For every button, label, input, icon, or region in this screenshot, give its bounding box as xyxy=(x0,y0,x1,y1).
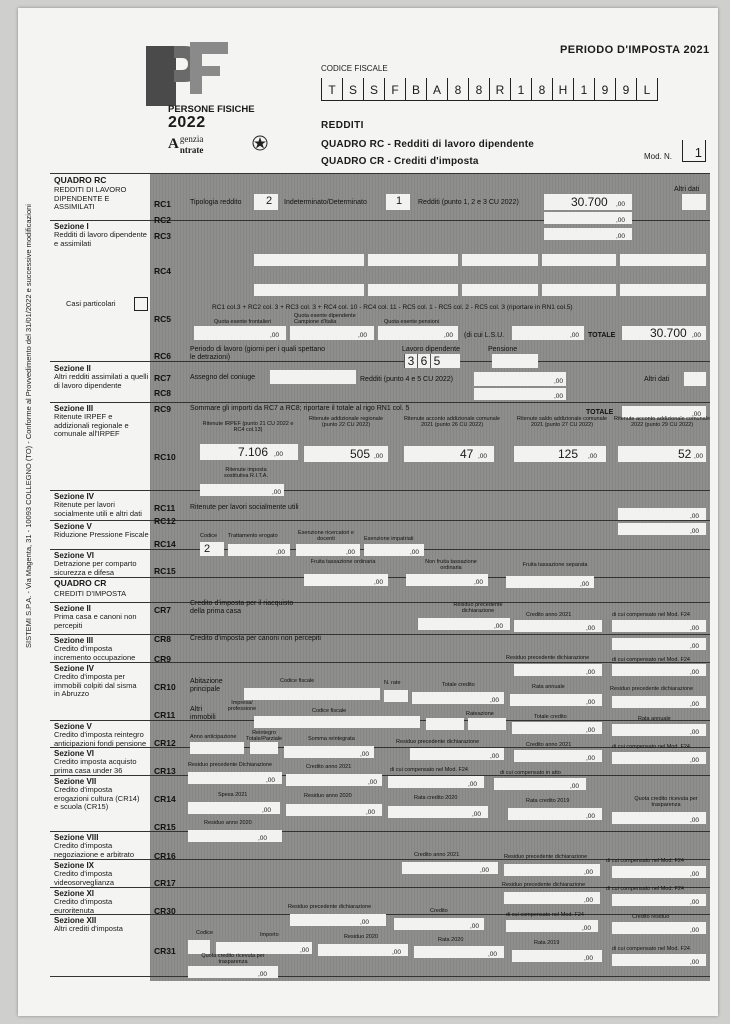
cr14-rata2019-label: Rata credito 2019 xyxy=(526,798,570,804)
codice-fiscale-char: F xyxy=(384,78,405,101)
acconto-2022-label: Ritenute acconto addizionale comunale 2022 (punto 29 CU 2022) xyxy=(614,416,711,428)
quadro-cr-subtitle: CREDITI D'IMPOSTA xyxy=(54,589,127,598)
giorni-pensione-field[interactable] xyxy=(492,354,538,368)
row-code-cr17: CR17 xyxy=(154,878,176,888)
decimal-suffix: ,00 xyxy=(570,783,580,790)
assegno-coniuge-field[interactable] xyxy=(270,370,356,384)
irpef-label: Ritenute IRPEF (punto 21 CU 2022 e RC4 col.13) xyxy=(202,421,294,433)
row-code-cr9: CR9 xyxy=(154,654,172,664)
row-code-cr12: CR12 xyxy=(154,738,176,748)
row-code-cr10: CR10 xyxy=(154,682,176,692)
rita-label: Ritenute imposta sostitutiva R.I.T.A. xyxy=(223,467,268,479)
cr30-residuo-field[interactable] xyxy=(290,914,386,926)
totale-value: 30.700 xyxy=(650,326,687,340)
row-code-rc15: RC15 xyxy=(154,566,176,576)
cr10-totale-label: Totale credito xyxy=(442,682,475,688)
acconto-2021-value: 47 xyxy=(460,447,474,461)
decimal-suffix: ,00 xyxy=(300,947,310,954)
row-code-cr7: CR7 xyxy=(154,605,172,615)
cr7-credito-label: Credito anno 2021 xyxy=(526,612,572,618)
cr-section-6-title: Sezione VI xyxy=(54,749,95,758)
periodo-lavoro-label: Periodo di lavoro (giorni per i quali spettano le detrazioni) xyxy=(190,346,326,361)
cr7-label: Credito d'imposta per il riacquisto della prima casa xyxy=(190,600,294,615)
decimal-suffix: ,00 xyxy=(360,919,370,926)
decimal-suffix: ,00 xyxy=(346,549,356,556)
decimal-suffix: ,00 xyxy=(690,669,700,676)
cr13-credito-label: Credito anno 2021 xyxy=(306,764,352,770)
cr-section-11-text: Credito d'imposta euroritenuta xyxy=(54,897,113,915)
logo-agency-line1: genzia xyxy=(179,134,204,144)
decimal-suffix: ,00 xyxy=(586,755,596,762)
cr11-impresa-label: Impresa/ professione xyxy=(227,700,257,712)
divider xyxy=(50,490,710,491)
rc4-field-9[interactable] xyxy=(542,284,616,296)
decimal-suffix: ,00 xyxy=(366,809,376,816)
tipologia-reddito-value: 2 xyxy=(266,195,273,207)
rc-section-3-text: Ritenute IRPEF e addizionali regionale e comunale all'IRPEF xyxy=(54,412,129,438)
rc4-field-8[interactable] xyxy=(462,284,538,296)
decimal-suffix: ,00 xyxy=(270,332,280,339)
codice-fiscale-char: T xyxy=(321,78,342,101)
cr15-residuo-label: Residuo anno 2020 xyxy=(204,820,252,826)
divider xyxy=(50,831,710,832)
cr10-residuo-label: Residuo precedente dichiarazione xyxy=(610,686,694,692)
rc4-field-7[interactable] xyxy=(368,284,458,296)
cr-section-4-title: Sezione IV xyxy=(54,664,95,673)
cr13-residuo-label: Residuo precedente Dichiarazione xyxy=(188,762,273,768)
cr16-credito-label: Credito anno 2021 xyxy=(414,852,460,858)
decimal-suffix: ,00 xyxy=(276,549,286,556)
cr-section-8-title: Sezione VIII xyxy=(54,833,99,842)
row-code-rc2: RC2 xyxy=(154,215,172,225)
cr-section-9-text: Credito d'imposta videosorveglianza xyxy=(54,869,115,887)
codice-fiscale-char: 8 xyxy=(447,78,468,101)
cr11-altri-label: Altri immobili xyxy=(190,706,216,721)
lsu-label: (di cui L.S.U. xyxy=(464,332,505,339)
rc4-field-10[interactable] xyxy=(620,284,706,296)
cr16-f24-label: di cui compensato nel Mod. F24 xyxy=(606,858,684,864)
rc7-altri-dati-label: Altri dati xyxy=(644,376,670,383)
cr12-reintegro-field[interactable] xyxy=(250,742,278,754)
codice-fiscale-char: 9 xyxy=(594,78,615,101)
decimal-suffix: ,00 xyxy=(488,951,498,958)
rc-section-5-title: Sezione V xyxy=(54,522,92,531)
lavoro-dipendente-label: Lavoro dipendente xyxy=(402,346,460,353)
row-code-rc3: RC3 xyxy=(154,231,172,241)
cr-section-7-title: Sezione VII xyxy=(54,777,97,786)
decimal-suffix: ,00 xyxy=(258,835,268,842)
cr9-f24-label: di cui compensato nel Mod. F24 xyxy=(612,657,690,663)
codice-fiscale-label: CODICE FISCALE xyxy=(321,64,388,73)
decimal-suffix: ,00 xyxy=(490,753,500,760)
rc14-codice-value: 2 xyxy=(204,543,211,555)
row-code-rc6: RC6 xyxy=(154,351,172,361)
decimal-suffix: ,00 xyxy=(478,453,488,460)
decimal-suffix: ,00 xyxy=(470,923,480,930)
divider xyxy=(50,602,710,603)
cr11-rateazione-field[interactable] xyxy=(468,718,506,730)
acconto-2022-value: 52 xyxy=(678,447,692,461)
cr14-quota-label: Quota credito ricevuta per trasparenza xyxy=(634,796,698,808)
decimal-suffix: ,00 xyxy=(588,453,598,460)
row-code-cr8: CR8 xyxy=(154,634,172,644)
row-code-rc9: RC9 xyxy=(154,404,172,414)
cr31-codice-field[interactable] xyxy=(188,940,210,954)
add-regionale-value: 505 xyxy=(350,447,371,461)
totale-label: TOTALE xyxy=(588,332,616,339)
cr14-rata2020-label: Rata credito 2020 xyxy=(414,795,458,801)
decimal-suffix: ,00 xyxy=(692,332,702,339)
codice-fiscale-char: B xyxy=(405,78,426,101)
row-code-rc10: RC10 xyxy=(154,452,176,462)
printer-note: SISTEMI S.P.A. - Via Magenta, 31 - 10093 COLLEGNO (TO) - Conforme al Provvedimento del 31/01/2022 e successive modificazioni xyxy=(24,204,33,648)
divider xyxy=(50,976,710,977)
cr13-atti-label: di cui compensato in atto xyxy=(500,770,561,776)
indeterminato-label: Indeterminato/Determinato xyxy=(284,199,367,206)
cr13-f24-label: di cui compensato nel Mod. F24 xyxy=(390,767,468,773)
pf-logo-icon xyxy=(146,42,228,106)
codice-fiscale-char: 1 xyxy=(573,78,594,101)
decimal-suffix: ,00 xyxy=(258,971,268,978)
decimal-suffix: ,00 xyxy=(586,669,596,676)
rc9-label: Sommare gli importi da RC7 a RC8; riportare il totale al rigo RN1 col. 5 xyxy=(190,405,410,412)
decimal-suffix: ,00 xyxy=(374,453,384,460)
divider xyxy=(50,747,710,748)
cr14-residuo-label: Residuo anno 2020 xyxy=(304,793,352,799)
row-code-cr11: CR11 xyxy=(154,710,176,720)
altri-dati-label: Altri dati xyxy=(674,186,700,193)
rc-section-1-title: Sezione I xyxy=(54,222,89,231)
divider xyxy=(50,662,710,663)
irpef-value: 7.106 xyxy=(238,445,269,459)
cr-section-11-title: Sezione XI xyxy=(54,889,95,898)
row-code-rc14: RC14 xyxy=(154,539,176,549)
saldo-2021-label: Ritenute saldo addizionale comunale 2021 (punto 27 CU 2022) xyxy=(517,416,607,428)
decimal-suffix: ,00 xyxy=(584,955,594,962)
decimal-suffix: ,00 xyxy=(360,751,370,758)
cr30-residuo-label: Residuo precedente dichiarazione xyxy=(288,904,372,910)
cr31-quota-label: Quota credito ricevuta per trasparenza xyxy=(201,953,265,965)
decimal-suffix: ,00 xyxy=(690,701,700,708)
rc4-field-1[interactable] xyxy=(254,254,364,266)
rc4-field-3[interactable] xyxy=(462,254,538,266)
cr11-cf-label: Codice fiscale xyxy=(312,708,347,714)
cr12-credito-label: Credito anno 2021 xyxy=(526,742,572,748)
decimal-suffix: ,00 xyxy=(580,581,590,588)
cr14-spesa-label: Spesa 2021 xyxy=(218,792,248,798)
cr17-residuo-label: Residuo precedente dichiarazione xyxy=(502,882,586,888)
decimal-suffix: ,00 xyxy=(374,579,384,586)
decimal-suffix: ,00 xyxy=(692,411,702,418)
frontalieri-label: Quota esente frontalieri xyxy=(214,319,272,325)
decimal-suffix: ,00 xyxy=(266,777,276,784)
row-code-rc7: RC7 xyxy=(154,373,172,383)
redditi-cu-label: Redditi (punto 1, 2 e 3 CU 2022) xyxy=(418,199,519,206)
cr11-totale-label: Totale credito xyxy=(534,714,567,720)
fruita-separata-label: Fruita tassazione separata xyxy=(522,562,588,568)
cr9-residuo-label: Residuo precedente dichiarazione xyxy=(506,655,590,661)
cr-section-2-text: Prima casa e canoni non percepiti xyxy=(54,612,137,630)
rc4-field-4[interactable] xyxy=(542,254,616,266)
decimal-suffix: ,00 xyxy=(480,867,490,874)
codice-fiscale-char: S xyxy=(363,78,384,101)
decimal-suffix: ,00 xyxy=(584,869,594,876)
decimal-suffix: ,00 xyxy=(410,549,420,556)
esenzione-ricercatori-label: Esenzione ricercatori e docenti xyxy=(298,530,354,542)
rc14-codice-label: Codice xyxy=(200,533,218,539)
divider xyxy=(50,634,710,635)
mod-number-field[interactable]: 1 xyxy=(682,140,706,162)
cr-section-3-title: Sezione III xyxy=(54,636,94,645)
rc7-redditi-field[interactable] xyxy=(474,372,566,386)
cr16-residuo-label: Residuo precedente dichiarazione xyxy=(504,854,588,860)
cr-section-8-text: Credito d'imposta negoziazione e arbitrato xyxy=(54,841,135,859)
giorni-digit: 6 xyxy=(417,354,430,368)
cr10-nrate-label: N. rate xyxy=(384,680,401,686)
row-code-cr30: CR30 xyxy=(154,906,176,916)
cr31-importo-label: Importo xyxy=(260,932,279,938)
cr-section-2-title: Sezione II xyxy=(54,604,91,613)
logo-year: 2022 xyxy=(168,114,206,131)
decimal-suffix: ,00 xyxy=(690,528,700,535)
decimal-suffix: ,00 xyxy=(584,897,594,904)
cr7-f24-label: di cui compensato nel Mod. F24 xyxy=(612,612,690,618)
casi-particolari-label: Casi particolari xyxy=(66,299,116,308)
decimal-suffix: ,00 xyxy=(690,729,700,736)
rc11-label: Ritenute per lavori socialmente utili xyxy=(190,504,299,511)
decimal-suffix: ,00 xyxy=(694,453,704,460)
cr-section-5-text: Credito d'imposta reintegro anticipazioni fondi pensione xyxy=(54,730,147,748)
pensioni-label: Quota esente pensioni xyxy=(384,319,440,325)
logo-persone-fisiche: PERSONE FISICHE xyxy=(168,104,255,115)
trattamento-label: Trattamento erogato xyxy=(228,533,278,539)
cr31-residuo-label: Residuo 2020 xyxy=(344,934,378,940)
codice-fiscale-char: H xyxy=(552,78,573,101)
decimal-suffix: ,00 xyxy=(690,643,700,650)
cr30-credito-res-label: Credito residuo xyxy=(632,914,670,920)
non-fruita-label: Non fruita tassazione ordinaria xyxy=(425,559,477,571)
rc8-redditi-field[interactable] xyxy=(474,388,566,400)
cr30-credito-label: Credito xyxy=(430,908,448,914)
cr31-rata2020-label: Rata 2020 xyxy=(438,937,464,943)
divider xyxy=(50,520,710,521)
rc-section-2-text: Altri redditi assimilati a quelli di lavoro dipendente xyxy=(54,372,149,390)
decimal-suffix: ,00 xyxy=(554,393,564,400)
row-code-cr31: CR31 xyxy=(154,946,176,956)
decimal-suffix: ,00 xyxy=(274,451,284,458)
cr11-rata-label: Rata annuale xyxy=(638,716,671,722)
cr10-cf-label: Codice fiscale xyxy=(280,678,315,684)
cr17-f24-label: di cui compensato nel Mod. F24 xyxy=(606,886,684,892)
row-code-cr14: CR14 xyxy=(154,794,176,804)
campione-label: Quota esente dipendente Campione d'Italia xyxy=(294,313,356,325)
decimal-suffix: ,00 xyxy=(392,949,402,956)
decimal-suffix: ,00 xyxy=(586,813,596,820)
casi-particolari-checkbox[interactable] xyxy=(134,297,148,311)
giorni-lavoro-field[interactable] xyxy=(404,354,460,368)
row-code-rc4: RC4 xyxy=(154,266,172,276)
saldo-2021-value: 125 xyxy=(558,447,579,461)
cr-section-9-title: Sezione IX xyxy=(54,861,95,870)
cr10-abitazione-label: Abitazione principale xyxy=(190,678,223,693)
cr31-f24-label: di cui compensato nel Mod. F24 xyxy=(612,946,690,952)
decimal-suffix: ,00 xyxy=(616,201,626,208)
quadro-cr-title: QUADRO CR - Crediti d'imposta xyxy=(321,156,479,167)
codice-fiscale-char: L xyxy=(636,78,658,101)
rc-section-2-title: Sezione II xyxy=(54,364,91,373)
cr30-f24-label: di cui compensato nel Mod. F24 xyxy=(506,912,584,918)
cr-section-5-title: Sezione V xyxy=(54,722,92,731)
row-code-rc5: RC5 xyxy=(154,314,172,324)
rc4-field-6[interactable] xyxy=(254,284,364,296)
rc-section-6-title: Sezione VI xyxy=(54,551,95,560)
codice-fiscale-char: A xyxy=(426,78,447,101)
cr12-anno-label: Anno anticipazione xyxy=(190,734,237,740)
rc-section-3-title: Sezione III xyxy=(54,404,94,413)
codice-fiscale-field[interactable] xyxy=(321,78,658,101)
cr-section-3-text: Credito d'imposta incremento occupazione xyxy=(54,644,136,662)
decimal-suffix: ,00 xyxy=(582,925,592,932)
cr12-somma-label: Somma reintegrata xyxy=(308,736,355,742)
quadro-cr-label: QUADRO CR xyxy=(54,578,107,588)
rc-section-5-text: Riduzione Pressione Fiscale xyxy=(54,530,149,539)
cr7-residuo-label: Residuo precedente dichiarazione xyxy=(453,602,503,614)
agenzia-entrate-logo: A genzia ntrate xyxy=(168,134,204,155)
codice-fiscale-char: 9 xyxy=(615,78,636,101)
decimal-suffix: ,00 xyxy=(490,697,500,704)
mod-number-label: Mod. N. xyxy=(644,152,673,161)
cr-section-12-text: Altri crediti d'imposta xyxy=(54,924,123,933)
tipologia-reddito-label: Tipologia reddito xyxy=(190,199,242,206)
cr12-anno-field[interactable] xyxy=(190,742,244,754)
cr12-f24-label: di cui compensato nel Mod. F24 xyxy=(612,744,690,750)
divider xyxy=(50,402,710,403)
decimal-suffix: ,00 xyxy=(690,871,700,878)
cr31-codice-label: Codice xyxy=(196,930,214,936)
redditi-cu-value: 30.700 xyxy=(571,195,608,209)
rc-section-4-title: Sezione IV xyxy=(54,492,95,501)
rc4-field-2[interactable] xyxy=(368,254,458,266)
pensione-label: Pensione xyxy=(488,346,518,353)
decimal-suffix: ,00 xyxy=(444,332,454,339)
fruita-ordinaria-label: Fruita tassazione ordinaria xyxy=(310,559,376,565)
cr11-nrata-field[interactable] xyxy=(426,718,464,730)
esenzione-impatriati-label: Esenzione impatriati xyxy=(364,536,414,542)
decimal-suffix: ,00 xyxy=(586,699,596,706)
acconto-2022-field[interactable] xyxy=(618,446,706,462)
logo-agency-line2: ntrate xyxy=(179,145,204,155)
indeterminato-value: 1 xyxy=(396,195,403,207)
cr11-cf-field[interactable] xyxy=(254,716,420,728)
cr12-residuo-label: Residuo precedente dichiarazione xyxy=(396,739,480,745)
tax-form-page xyxy=(18,8,718,1016)
giorni-digit: 5 xyxy=(430,354,443,368)
decimal-suffix: ,00 xyxy=(570,332,580,339)
cr-section-7-text: Credito d'imposta erogazioni cultura (CR14) e scuola (CR15) xyxy=(54,785,140,811)
cr-section-12-title: Sezione XII xyxy=(54,916,97,925)
decimal-suffix: ,00 xyxy=(586,727,596,734)
decimal-suffix: ,00 xyxy=(272,489,282,496)
rc9-totale-label: TOTALE xyxy=(586,409,614,416)
row-code-cr15: CR15 xyxy=(154,822,176,832)
decimal-suffix: ,00 xyxy=(468,781,478,788)
row-code-rc1: RC1 xyxy=(154,199,172,209)
rc-section-1-text: Redditi di lavoro dipendente e assimilati xyxy=(54,230,147,248)
decimal-suffix: ,00 xyxy=(690,513,700,520)
row-code-rc8: RC8 xyxy=(154,388,172,398)
cr15-residuo-field[interactable] xyxy=(188,830,282,842)
rc4-field-5[interactable] xyxy=(620,254,706,266)
cr10-rata-label: Rata annuale xyxy=(532,684,565,690)
cr12-reintegro-label: Reintegro Totale/Parziale xyxy=(246,730,283,742)
cr-section-4-text: Credito d'imposta per immobili colpiti dal sisma in Abruzzo xyxy=(54,672,137,698)
giorni-digit: 3 xyxy=(404,354,417,368)
rc-section-6-text: Detrazione per comparto sicurezza e difesa xyxy=(54,559,137,577)
codice-fiscale-char: R xyxy=(489,78,510,101)
rc5-formula: RC1 col.3 + RC2 col. 3 + RC3 col. 3 + RC4 col. 10 - RC4 col. 11 - RC5 col. 1 - RC5 col. 2 - RC5 col. 3 (riportare in RN1 col.5) xyxy=(212,304,573,311)
decimal-suffix: ,00 xyxy=(616,233,626,240)
divider xyxy=(50,361,710,362)
cr8-label: Credito d'imposta per canoni non percepiti xyxy=(190,635,321,642)
row-code-cr13: CR13 xyxy=(154,766,176,776)
codice-fiscale-char: 1 xyxy=(510,78,531,101)
rc-section-4-text: Ritenute per lavori socialmente utili e altri dati xyxy=(54,500,142,518)
rc7-redditi-label: Redditi (punto 4 e 5 CU 2022) xyxy=(360,376,453,383)
codice-fiscale-char: 8 xyxy=(531,78,552,101)
decimal-suffix: ,00 xyxy=(690,927,700,934)
decimal-suffix: ,00 xyxy=(554,378,564,385)
row-code-rc11: RC11 xyxy=(154,503,176,513)
decimal-suffix: ,00 xyxy=(262,807,272,814)
decimal-suffix: ,00 xyxy=(690,625,700,632)
altri-dati-field[interactable] xyxy=(682,194,706,210)
quadro-rc-subtitle: REDDITI DI LAVORO DIPENDENTE E ASSIMILATI xyxy=(54,185,127,211)
cr31-rata2019-label: Rata 2019 xyxy=(534,940,560,946)
add-regionale-label: Ritenute addizionale regionale (punto 22 CU 2022) xyxy=(309,416,383,428)
decimal-suffix: ,00 xyxy=(586,625,596,632)
cr10-nrate-field[interactable] xyxy=(384,690,408,702)
decimal-suffix: ,00 xyxy=(690,817,700,824)
redditi-title: REDDITI xyxy=(321,120,364,131)
decimal-suffix: ,00 xyxy=(494,623,504,630)
quadro-rc-title: QUADRO RC - Redditi di lavoro dipendente xyxy=(321,139,535,150)
cr-section-6-text: Credito imposta acquisto prima casa under 36 xyxy=(54,757,137,775)
decimal-suffix: ,00 xyxy=(690,757,700,764)
cr10-cf-field[interactable] xyxy=(244,688,380,700)
tax-period: PERIODO D'IMPOSTA 2021 xyxy=(560,44,710,56)
republic-seal-icon xyxy=(252,134,268,152)
rc7-altri-dati-field[interactable] xyxy=(684,372,706,386)
row-code-rc12: RC12 xyxy=(154,516,176,526)
decimal-suffix: ,00 xyxy=(690,899,700,906)
row-code-cr16: CR16 xyxy=(154,851,176,861)
divider xyxy=(50,173,710,174)
decimal-suffix: ,00 xyxy=(368,779,378,786)
decimal-suffix: ,00 xyxy=(690,959,700,966)
decimal-suffix: ,00 xyxy=(474,579,484,586)
decimal-suffix: ,00 xyxy=(358,332,368,339)
acconto-2021-label: Ritenute acconto addizionale comunale 2021 (punto 26 CU 2022) xyxy=(403,416,500,428)
codice-fiscale-char: S xyxy=(342,78,363,101)
codice-fiscale-char: 8 xyxy=(468,78,489,101)
quadro-rc-label: QUADRO RC xyxy=(54,175,107,185)
cr11-rateazione-label: Rateazione xyxy=(466,711,494,717)
decimal-suffix: ,00 xyxy=(472,811,482,818)
assegno-coniuge-label: Assegno del coniuge xyxy=(190,374,255,381)
decimal-suffix: ,00 xyxy=(616,217,626,224)
